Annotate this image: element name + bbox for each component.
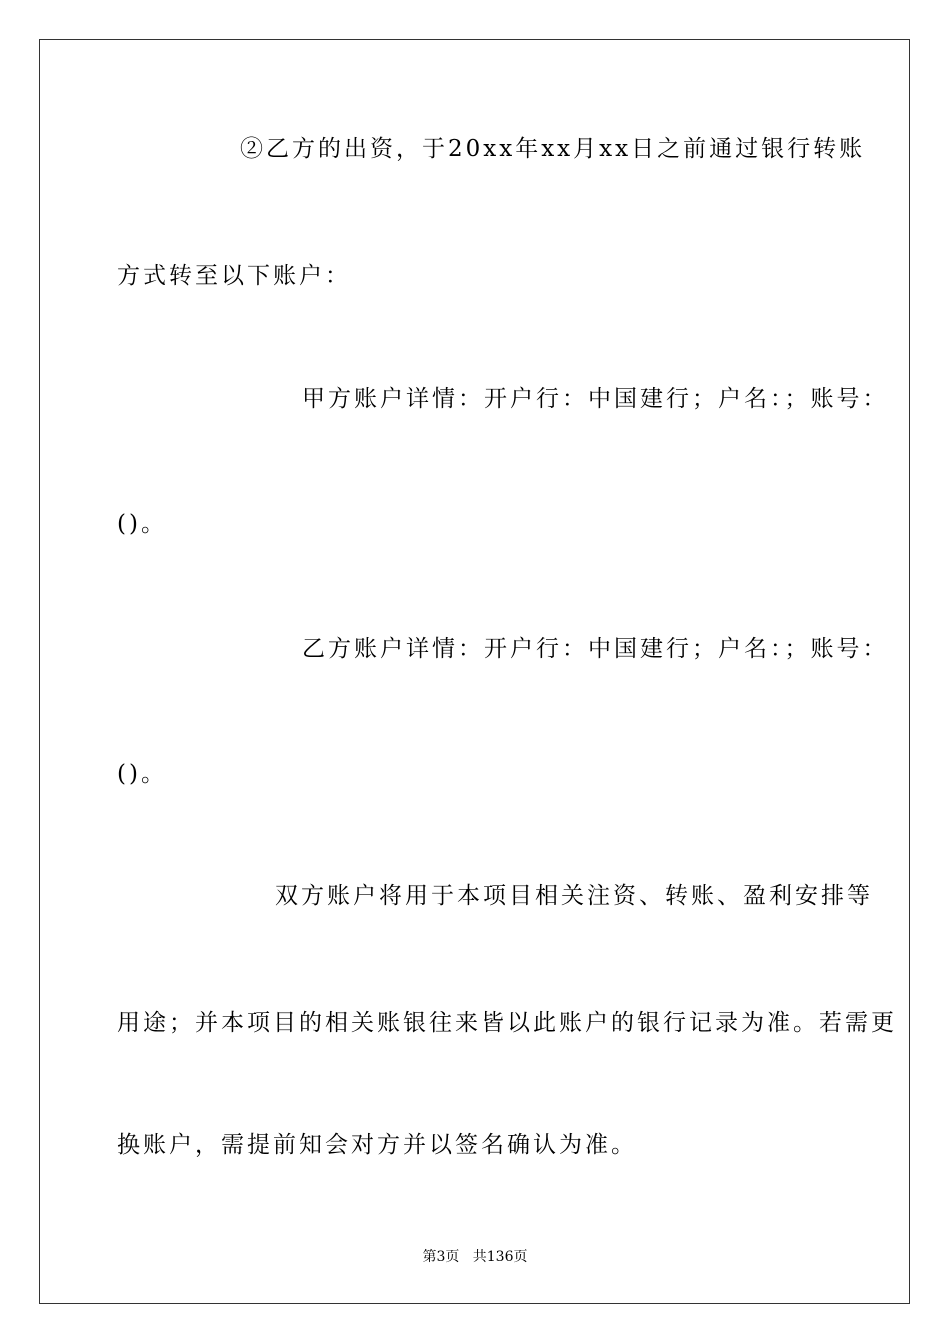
paragraph-line-2: 方式转至以下账户： <box>117 263 351 289</box>
paragraph-line-3: 甲方账户详情：开户行：中国建行；户名：；账号： <box>302 386 889 412</box>
paragraph-line-6: ()。 <box>117 761 167 787</box>
page-border <box>39 39 910 1304</box>
paragraph-line-8: 用途；并本项目的相关账银往来皆以此账户的银行记录为准。若需更 <box>117 1010 897 1036</box>
paragraph-line-9: 换账户，需提前知会对方并以签名确认为准。 <box>117 1132 637 1158</box>
page-footer: 第3页 共136页 <box>422 1249 528 1265</box>
paragraph-line-4: ()。 <box>117 511 167 537</box>
paragraph-line-7: 双方账户将用于本项目相关注资、转账、盈利安排等 <box>275 883 873 909</box>
paragraph-line-5: 乙方账户详情：开户行：中国建行；户名：；账号： <box>302 636 889 662</box>
paragraph-line-1: ②乙方的出资，于20xx年xx月xx日之前通过银行转账 <box>240 136 866 162</box>
